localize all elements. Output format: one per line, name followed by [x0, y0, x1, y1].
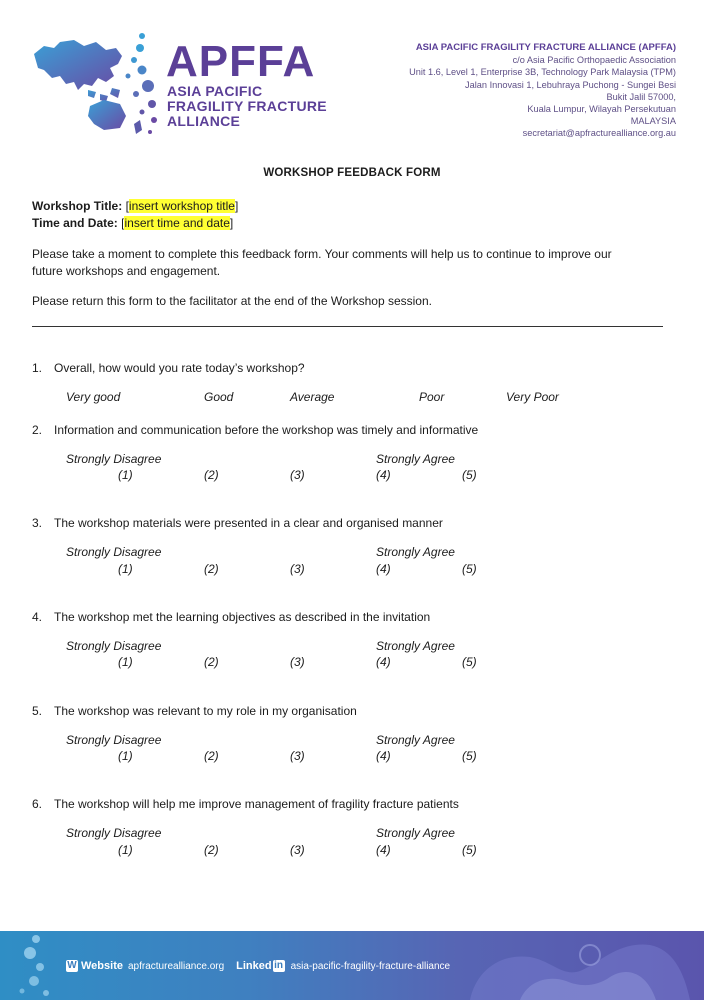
scale-option-3[interactable]: (3) [290, 655, 305, 669]
rating-option-very-good[interactable]: Very good [66, 390, 121, 404]
scale-option-5[interactable]: (5) [462, 749, 477, 763]
question-1: 1. Overall, how would you rate today’s workshop? [32, 361, 305, 375]
scale-option-3[interactable]: (3) [290, 468, 305, 482]
time-date-field[interactable]: insert time and date [124, 215, 230, 230]
org-address-block [409, 42, 676, 140]
address-line: Unit 1.6, Level 1, Enterprise 3B, Technology Park Malaysia (TPM) [409, 67, 676, 78]
return-note: Please return this form to the facilitator at the end of the Workshop session. [32, 294, 432, 308]
email-link[interactable]: secretariat@apfracturealliance.org.au [522, 128, 676, 139]
scale-high-label: Strongly Agree [376, 826, 455, 840]
address-line: Kuala Lumpur, Wilayah Persekutuan [527, 104, 676, 115]
scale-option-5[interactable]: (5) [462, 562, 477, 576]
scale-high-label: Strongly Agree [376, 639, 455, 653]
workshop-title-row: Workshop Title: [insert workshop title] [32, 199, 239, 213]
scale-option-5[interactable]: (5) [462, 843, 477, 857]
scale-option-4[interactable]: (4) [376, 562, 391, 576]
scale-option-5[interactable]: (5) [462, 468, 477, 482]
website-link[interactable]: apfracturealliance.org [127, 960, 225, 972]
scale-low-label: Strongly Disagree [66, 452, 162, 466]
scale-option-1[interactable]: (1) [118, 843, 133, 857]
logo-acronym: APFFA [166, 37, 316, 86]
workshop-meta [32, 198, 238, 231]
website-icon: W [67, 960, 77, 971]
footer-banner [0, 931, 704, 1000]
scale-option-4[interactable]: (4) [376, 843, 391, 857]
logo-fullname: ASIA PACIFIC FRAGILITY FRACTURE ALLIANCE [167, 83, 327, 129]
scale-option-4[interactable]: (4) [376, 468, 391, 482]
asia-pacific-map-icon [30, 28, 162, 140]
scale-option-2[interactable]: (2) [204, 468, 219, 482]
form-title: WORKSHOP FEEDBACK FORM [263, 167, 441, 179]
scale-option-2[interactable]: (2) [204, 655, 219, 669]
workshop-title-field[interactable]: insert workshop title [128, 199, 235, 213]
scale-option-5[interactable]: (5) [462, 655, 477, 669]
intro-paragraph: Please take a moment to complete this feedback form. Your comments will help us to continue to improve our future workshops and engagement. [32, 247, 612, 278]
question-5: 5. The workshop was relevant to my role in my organisation [32, 704, 357, 718]
workshop-title-label: Workshop Title: [32, 199, 123, 213]
linkedin-label: Linked [236, 960, 272, 972]
website-label: Website [81, 960, 123, 972]
scale-option-3[interactable]: (3) [290, 749, 305, 763]
scale-high-label: Strongly Agree [376, 733, 455, 747]
scale-option-1[interactable]: (1) [118, 468, 133, 482]
time-date-row: Time and Date: [insert time and date] [32, 215, 234, 230]
scale-high-label: Strongly Agree [376, 452, 455, 466]
address-line: Jalan Innovasi 1, Lebuhraya Puchong - Sungei Besi [465, 79, 676, 90]
scale-low-label: Strongly Disagree [66, 733, 162, 747]
question-2: 2. Information and communication before the workshop was timely and informative [32, 423, 479, 437]
scale-option-4[interactable]: (4) [376, 655, 391, 669]
question-4: 4. The workshop met the learning objectives as described in the invitation [32, 610, 431, 624]
scale-option-1[interactable]: (1) [118, 562, 133, 576]
rating-option-very-poor[interactable]: Very Poor [506, 390, 559, 404]
scale-low-label: Strongly Disagree [66, 545, 162, 559]
scale-option-4[interactable]: (4) [376, 749, 391, 763]
footer-links [66, 960, 450, 972]
linkedin-icon: in [274, 960, 284, 971]
address-line: MALAYSIA [630, 116, 676, 127]
org-name: ASIA PACIFIC FRAGILITY FRACTURE ALLIANCE (APFFA) [415, 42, 676, 53]
divider [32, 326, 663, 327]
scale-option-3[interactable]: (3) [290, 562, 305, 576]
scale-option-2[interactable]: (2) [204, 562, 219, 576]
scale-low-label: Strongly Disagree [66, 639, 162, 653]
scale-low-label: Strongly Disagree [66, 826, 162, 840]
rating-option-good[interactable]: Good [204, 390, 234, 404]
question-3: 3. The workshop materials were presented in a clear and organised manner [32, 516, 443, 530]
scale-option-2[interactable]: (2) [204, 749, 219, 763]
time-date-label: Time and Date: [32, 215, 118, 230]
scale-option-3[interactable]: (3) [290, 843, 305, 857]
question-6: 6. The workshop will help me improve management of fragility fracture patients [32, 797, 459, 811]
address-line: Bukit Jalil 57000, [606, 91, 676, 102]
scale-option-1[interactable]: (1) [118, 655, 133, 669]
scale-high-label: Strongly Agree [376, 545, 455, 559]
apffa-logo [30, 28, 330, 140]
rating-option-average[interactable]: Average [290, 390, 335, 404]
scale-option-1[interactable]: (1) [118, 749, 133, 763]
rating-option-poor[interactable]: Poor [419, 390, 445, 404]
address-line: c/o Asia Pacific Orthopaedic Association [512, 55, 676, 66]
linkedin-link[interactable]: asia-pacific-fragility-fracture-alliance [290, 960, 451, 972]
scale-option-2[interactable]: (2) [204, 843, 219, 857]
